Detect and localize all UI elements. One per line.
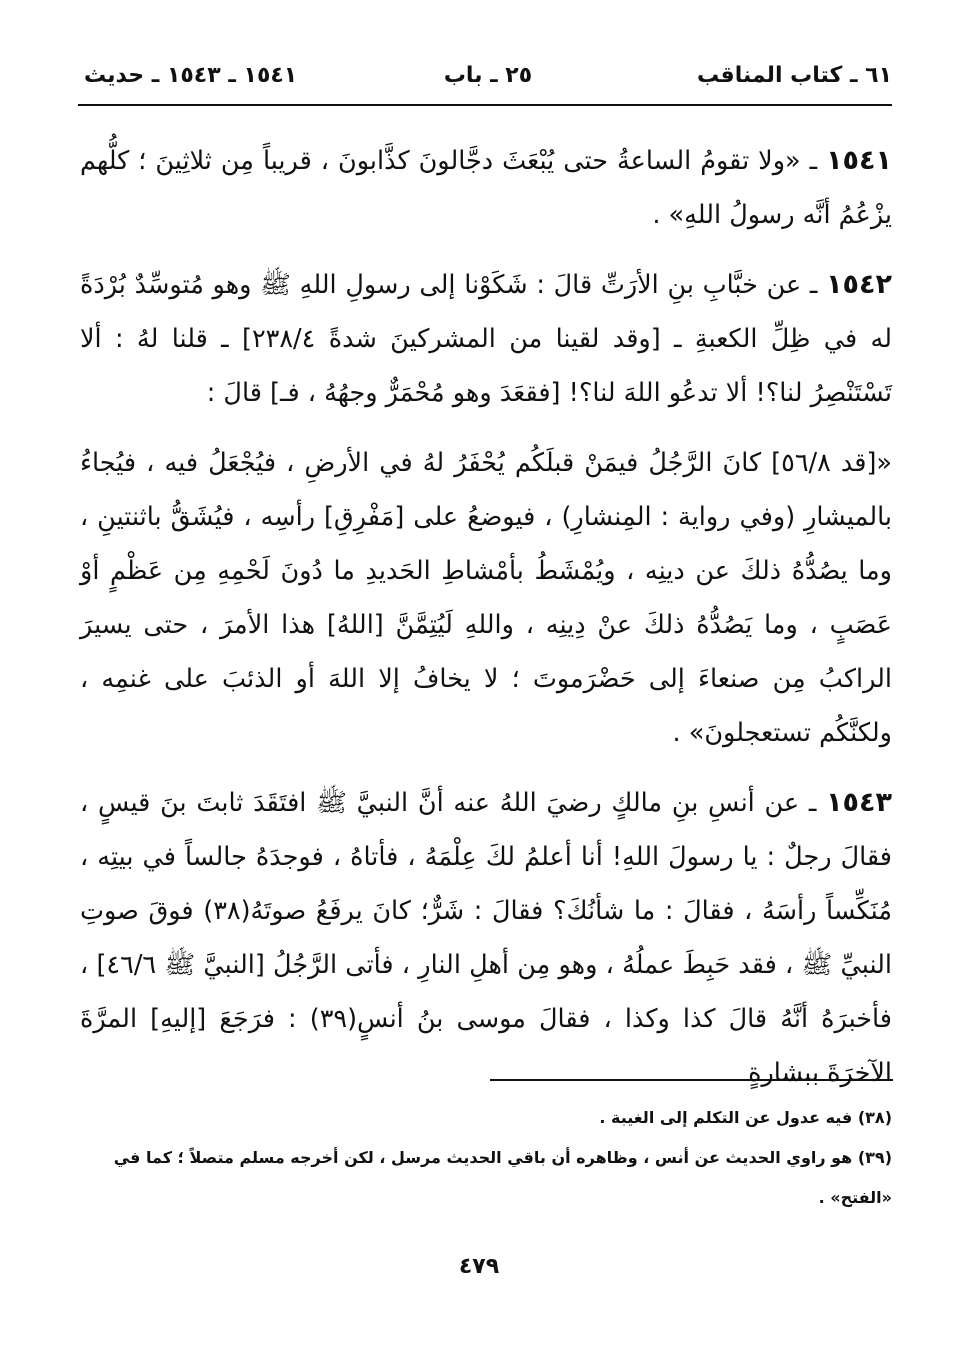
hadith-1541 bbox=[80, 134, 892, 242]
hadith-1542 bbox=[80, 258, 892, 420]
hadith-number: ١٥٤١ bbox=[826, 145, 892, 176]
page-number: ٤٧٩ bbox=[458, 1254, 500, 1279]
main-text bbox=[80, 134, 892, 1116]
hadith-text: ـ عن خبَّابِ بنِ الأرَتِّ قالَ : شَكَوْنا إلى رسولِ اللهِ ﷺ وهو مُتوسِّدٌ بُرْدَةً له في ظِلِّ الكعبةِ ـ [وقد لقينا من المشركينَ شدةً ٢٣٨/٤] ـ قلنا لهُ : ألا تَسْتَنْصِرُ لنا؟! ألا تدعُو اللهَ لنا؟! [فقعَدَ وهو مُحْمَرٌّ وجهُهُ ، فـ] قالَ : bbox=[80, 270, 892, 408]
header-hadith-range: ١٥٤١ ـ ١٥٤٣ ـ حديث bbox=[84, 63, 298, 88]
header-chapter: ٦١ ـ كتاب المناقب bbox=[697, 63, 892, 88]
header-section: ٢٥ ـ باب bbox=[443, 63, 533, 88]
hadith-number: ١٥٤٢ bbox=[826, 269, 892, 300]
footnote-39: (٣٩) هو راوي الحديث عن أنس ، وظاهره أن باقي الحديث مرسل ، لكن أخرجه مسلم متصلاً ؛ كما في «الفتح» . bbox=[113, 1148, 892, 1207]
footnote-38: (٣٨) فيه عدول عن التكلم إلى الغيبة . bbox=[599, 1108, 892, 1127]
hadith-text: ـ عن أنسِ بنِ مالكٍ رضيَ اللهُ عنه أنَّ النبيَّ ﷺ افتَقَدَ ثابتَ بنَ قيسٍ ، فقالَ رجلٌ : يا رسولَ اللهِ! أنا أعلمُ لكَ عِلْمَهُ ، فأتاهُ ، فوجدَهُ جالساً في بيتِه ، مُنَكِّساً رأسَهُ ، فقالَ : ما شأنُكَ؟ فقالَ : شَرٌّ؛ كانَ يرفَعُ صوتَهُ(٣٨) فوقَ صوتِ النبيِّ ﷺ ، فقد حَبِطَ عملُهُ ، وهو مِن أهلِ النارِ ، فأتى الرَّجُلُ [النبيَّ ﷺ ٤٦/٦] ، فأخبرَهُ أنَّهُ قالَ كذا وكذا ، فقالَ موسى بنُ أنسٍ(٣٩) : فرَجَعَ [إليهِ] المرَّةَ الآخرَةَ ببشارةٍ bbox=[80, 788, 893, 1088]
hadith-text: ـ «ولا تقومُ الساعةُ حتى يُبْعَثَ دجَّالونَ كذَّابونَ ، قريباً مِن ثلاثِينَ ؛ كلُّهم يزْعُمُ أنَّه رسولُ اللهِ» . bbox=[80, 146, 892, 230]
hadith-text: «[قد ٥٦/٨] كانَ الرَّجُلُ فيمَنْ قبلَكُم يُحْفَرُ لهُ في الأرضِ ، فيُجْعَلُ فيه ، فيُجاءُ بالميشارِ (وفي رواية : المِنشارِ) ، فيوضعُ على [مَفْرِقِ] رأسِه ، فيُشَقُّ باثنتينِ ، وما يصُدُّهُ ذلكَ عن دينِه ، ويُمْشَطُ بأمْشاطِ الحَديدِ ما دُونَ لَحْمِهِ مِن عَظْمٍ أوْ عَصَبٍ ، وما يَصُدُّهُ ذلكَ عنْ دِينِه ، واللهِ لَيُتِمَّنَّ [اللهُ] هذا الأمرَ ، حتى يسيرَ الراكبُ مِن صنعاءَ إلى حَضْرَموتَ ؛ لا يخافُ إلا اللهَ أو الذئبَ على غنمِه ، ولكنَّكُم تستعجلونَ» . bbox=[80, 448, 893, 748]
hadith-1542-quote bbox=[80, 436, 892, 760]
running-header bbox=[84, 56, 892, 96]
header-divider bbox=[78, 104, 892, 106]
hadith-1543 bbox=[80, 776, 892, 1100]
hadith-number: ١٥٤٣ bbox=[826, 787, 892, 818]
footnotes bbox=[84, 1098, 892, 1218]
footnote-divider bbox=[490, 1079, 893, 1081]
